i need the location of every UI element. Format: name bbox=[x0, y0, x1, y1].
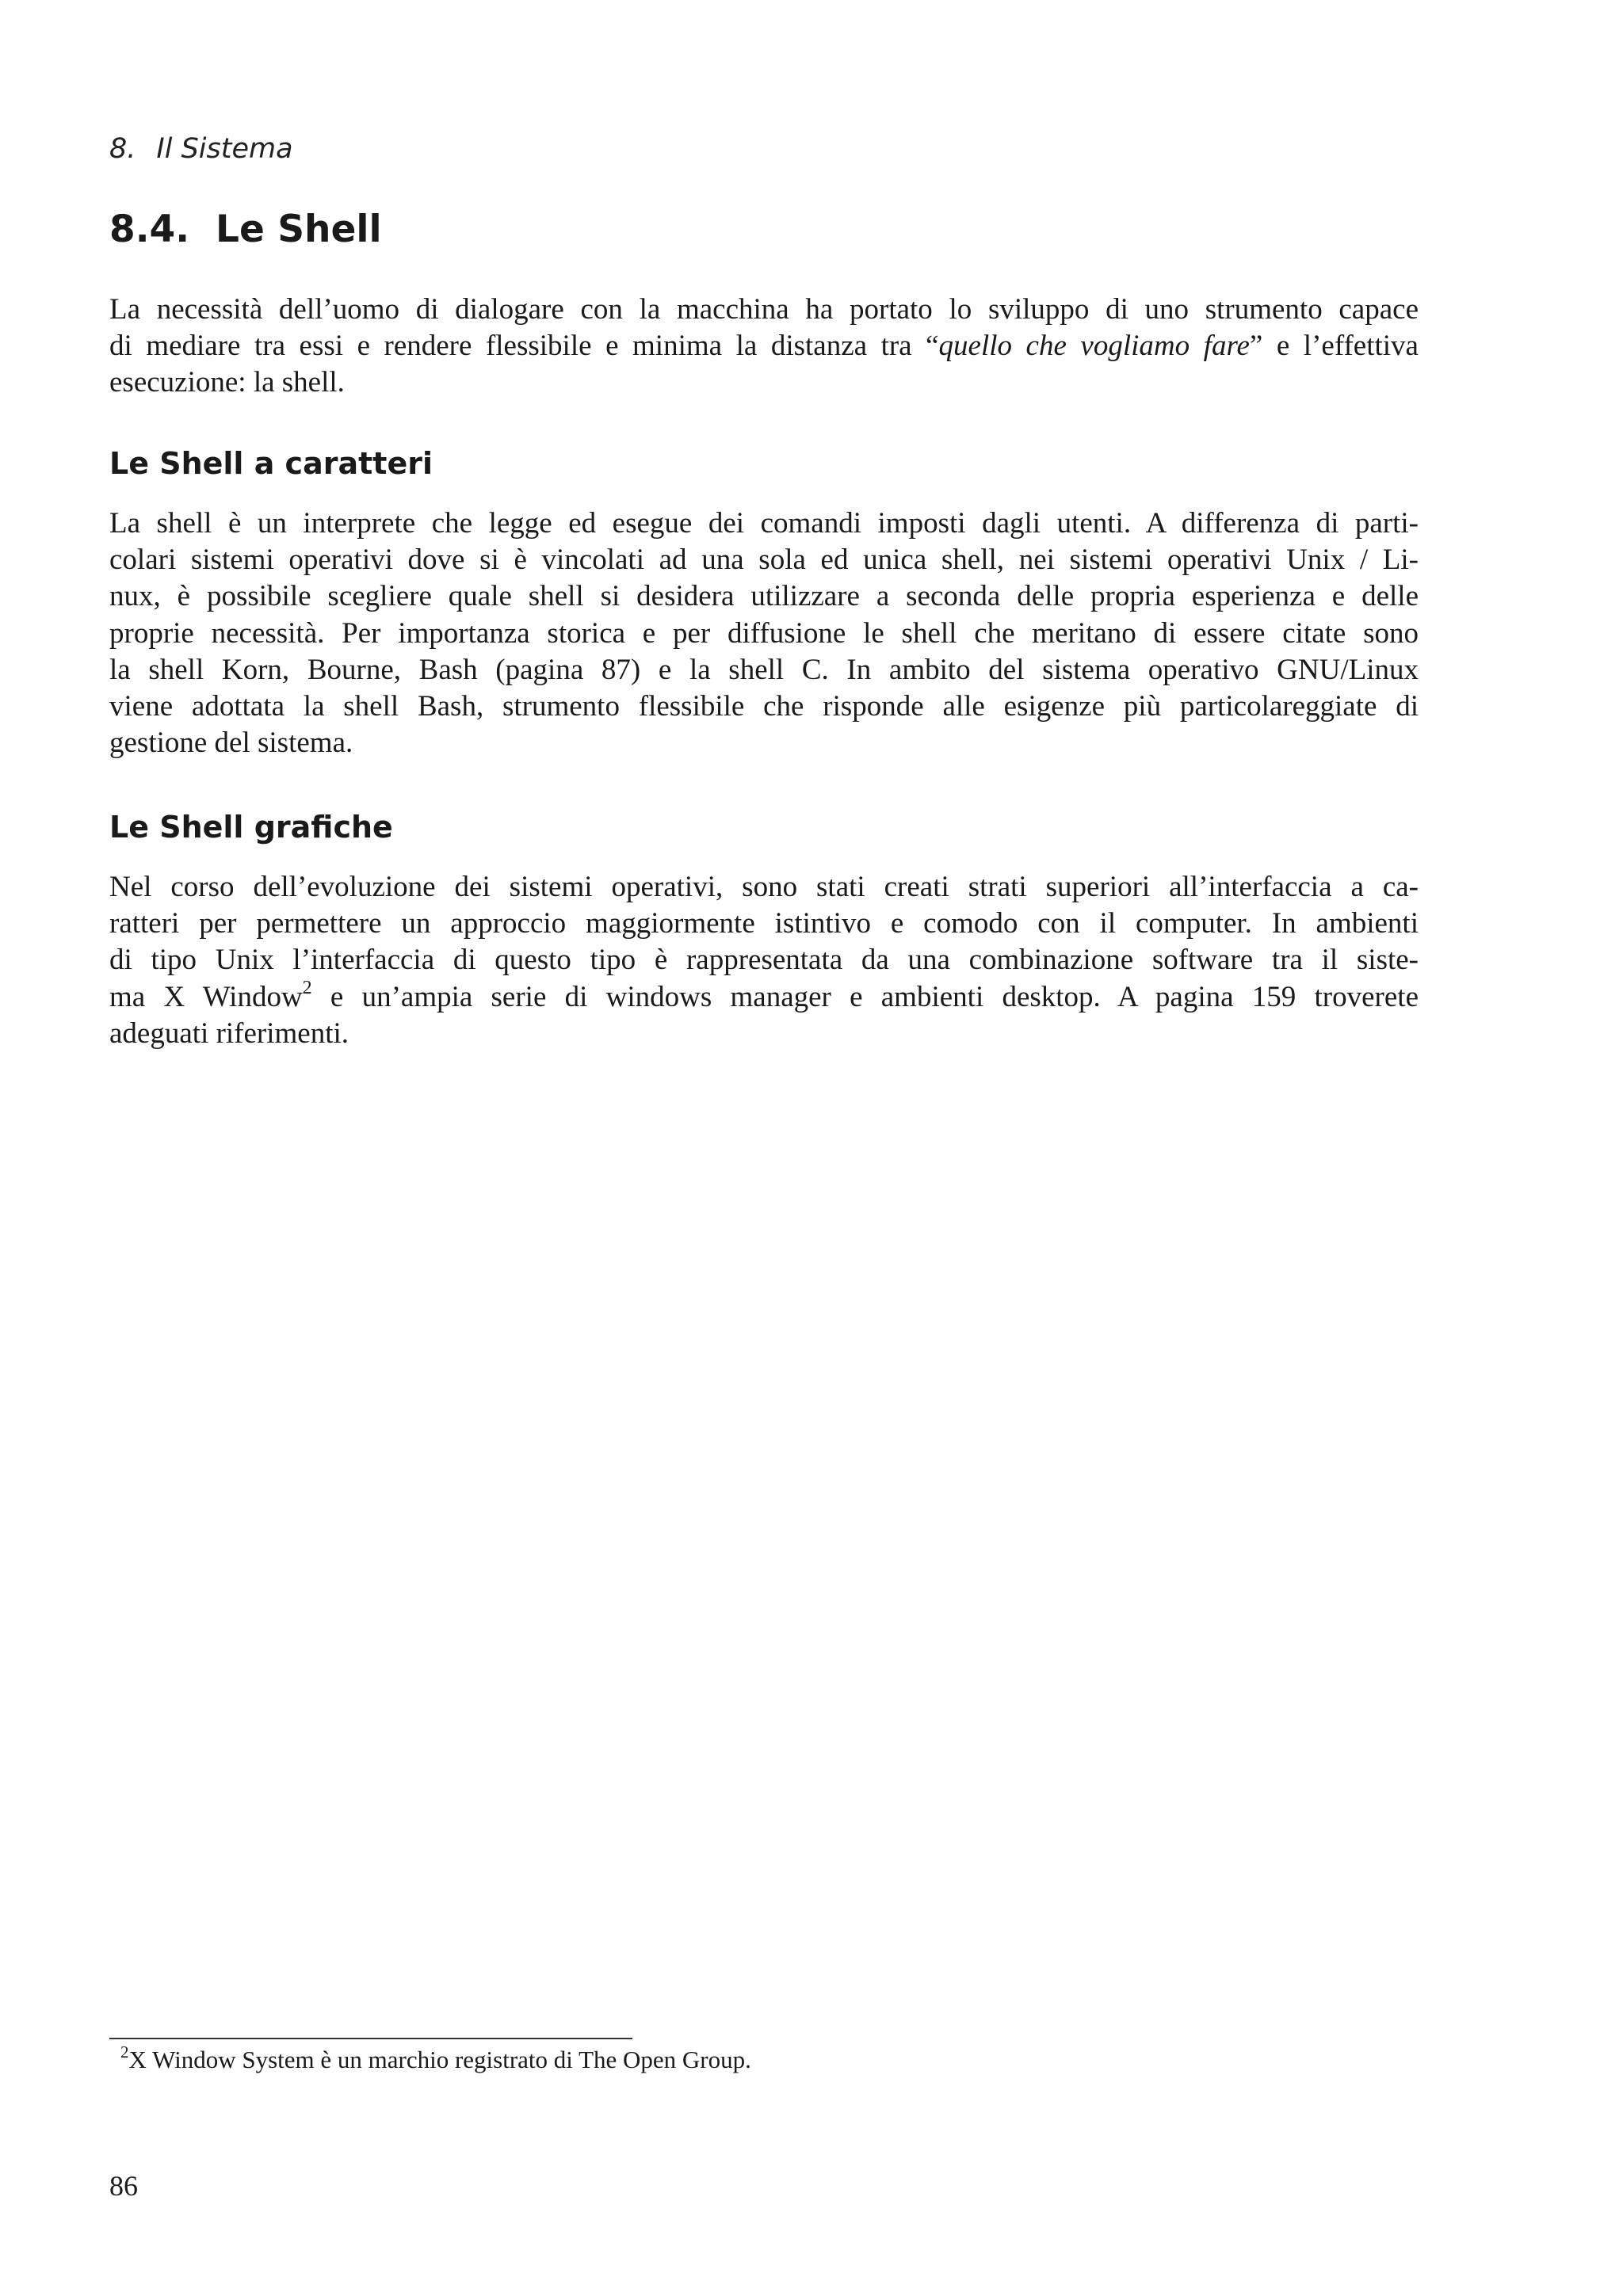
footnote-text: X Window System è un marchio registrato di The Open Group. bbox=[128, 2046, 751, 2073]
text-line: Nel corso dell’evoluzione dei sistemi operativi, sono stati creati strati superiori all’interfaccia a ca- bbox=[109, 871, 1419, 903]
text-line: La shell è un interprete che legge ed esegue dei comandi imposti dagli utenti. A differenza di parti- bbox=[109, 507, 1419, 540]
text-line: proprie necessità. Per importanza storica e per diffusione le shell che meritano di essere citate sono bbox=[109, 616, 1419, 650]
text-fragment: di mediare tra essi e rendere flessibile e minima la distanza tra “ bbox=[109, 330, 939, 363]
text-line bbox=[109, 979, 1419, 1016]
chapter-title: Il Sistema bbox=[156, 133, 293, 165]
text-shells-paragraph bbox=[109, 505, 1419, 761]
text-line: colari sistemi operativi dove si è vincolati ad una sola ed unica shell, nei sistemi operativi Unix / Li- bbox=[109, 543, 1419, 577]
footnote-reference[interactable]: 2 bbox=[302, 977, 312, 998]
text-line: la shell Korn, Bourne, Bash (pagina 87) e la shell C. In ambito del sistema operativo GNU/Linux bbox=[109, 653, 1419, 686]
footnote bbox=[120, 2044, 751, 2076]
text-line: adeguati riferimenti. bbox=[109, 1016, 349, 1050]
emphasis-text: quello che vogliamo fare bbox=[938, 330, 1250, 363]
running-head bbox=[109, 133, 293, 165]
subsection-title-text-shells: Le Shell a caratteri bbox=[109, 446, 433, 481]
text-fragment: ” e l’effettiva bbox=[1249, 330, 1419, 363]
text-line: nux, è possibile scegliere quale shell si desidera utilizzare a seconda delle propria esperienza e delle bbox=[109, 580, 1419, 613]
text-line bbox=[109, 328, 1419, 364]
footnote-divider bbox=[109, 2038, 632, 2039]
page-number: 86 bbox=[109, 2170, 138, 2202]
text-line: viene adottata la shell Bash, strumento flessibile che risponde alle esigenze più particolareggiate di bbox=[109, 690, 1419, 723]
section-title-text: Le Shell bbox=[216, 208, 382, 251]
text-line: di tipo Unix l’interfaccia di questo tipo è rappresentata da una combinazione software tra il siste- bbox=[109, 944, 1419, 977]
intro-paragraph bbox=[109, 292, 1419, 402]
chapter-number: 8. bbox=[109, 133, 136, 165]
section-title bbox=[109, 208, 382, 251]
text-line: ratteri per permettere un approccio maggiormente istintivo e comodo con il computer. In ambienti bbox=[109, 907, 1419, 940]
footnote-marker: 2 bbox=[120, 2042, 129, 2061]
text-line: esecuzione: la shell. bbox=[109, 366, 345, 399]
text-fragment: ma X Window bbox=[109, 980, 303, 1013]
section-number: 8.4. bbox=[109, 208, 190, 251]
graphic-shells-paragraph bbox=[109, 869, 1419, 1052]
text-line: La necessità dell’uomo di dialogare con la macchina ha portato lo sviluppo di uno strumento capace bbox=[109, 293, 1419, 326]
subsection-title-graphic-shells: Le Shell grafiche bbox=[109, 810, 393, 845]
text-line: gestione del sistema. bbox=[109, 727, 353, 760]
text-fragment: e un’ampia serie di windows manager e ambienti desktop. A pagina 159 troverete bbox=[311, 980, 1419, 1013]
